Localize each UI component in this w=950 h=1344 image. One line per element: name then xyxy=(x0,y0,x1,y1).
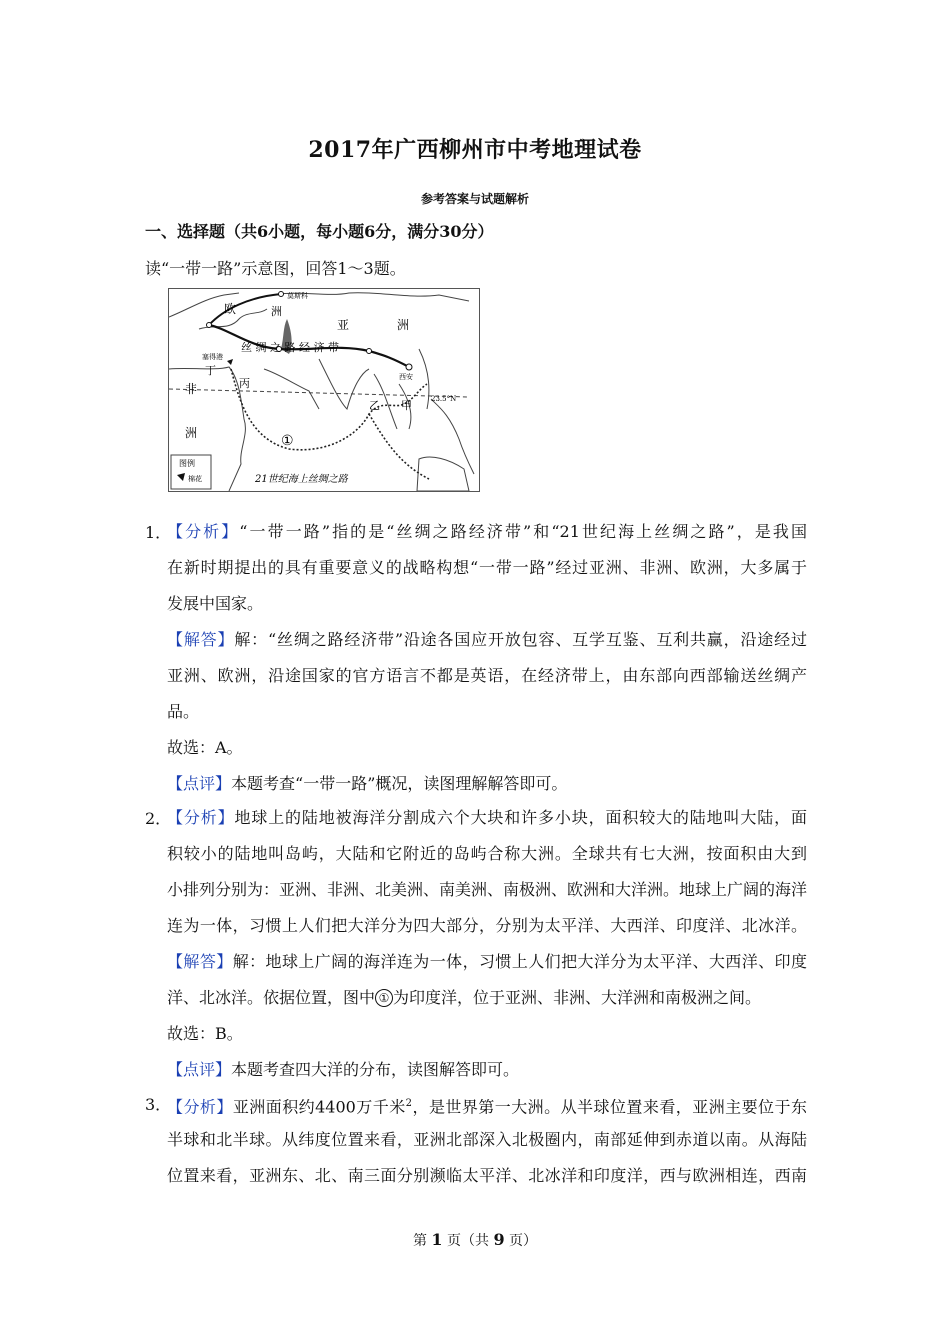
maritime-branch xyxy=(369,414,429,479)
q1-text: 解：“丝绸之路经济带”沿途各国应开放包容、互学互鉴、互利共赢，沿途经过 xyxy=(234,630,807,649)
q2-analysis-line: 小排列分别为：亚洲、非洲、北美洲、南美洲、南极洲、欧洲和大洋洲。地球上广阔的海洋 xyxy=(167,880,808,899)
q1-analysis-line xyxy=(167,514,807,550)
map-label-port: 塞得港 xyxy=(202,353,223,361)
answer-tag: 【解答】 xyxy=(167,952,233,971)
belt-road-map xyxy=(168,288,480,492)
q2-analysis-line: 积较小的陆地叫岛屿，大陆和它附近的岛屿合称大洲。全球共有七大洲，按面积由大到 xyxy=(167,844,807,863)
section-heading: 一、选择题（共6小题，每小题6分，满分30分） xyxy=(145,222,494,241)
q2-text: 地球上的陆地被海洋分割成六个大块和许多小块，面积较大的陆地叫大陆，面 xyxy=(234,808,807,827)
map-label-jia: 甲 xyxy=(401,399,412,412)
footer-text: 页（共 xyxy=(447,1233,489,1249)
map-svg xyxy=(169,289,479,491)
answer-tag: 【解答】 xyxy=(167,630,235,649)
analysis-tag: 【分析】 xyxy=(167,1097,233,1117)
xian-dot xyxy=(406,364,412,370)
tropic-line xyxy=(169,389,469,397)
comment-tag: 【点评】 xyxy=(167,774,232,793)
map-label-asia: 洲 xyxy=(397,318,410,332)
map-label-maritime: 21世纪海上丝绸之路 xyxy=(255,474,348,485)
map-label-africa: 洲 xyxy=(185,426,198,440)
q1-comment xyxy=(167,766,807,802)
analysis-tag: 【分析】 xyxy=(167,808,235,827)
ocean-mark: ① xyxy=(375,989,393,1007)
q3-block xyxy=(167,1086,807,1194)
comment-tag: 【点评】 xyxy=(167,1060,232,1079)
map-label-ding: 丁 xyxy=(205,364,216,377)
q3-text: ，是世界第一大洲。从半球位置来看，亚洲主要位于东 xyxy=(412,1097,807,1117)
page-total: 9 xyxy=(493,1230,505,1249)
q1-analysis-line: 发展中国家。 xyxy=(167,594,264,613)
page-footer xyxy=(0,1230,950,1250)
question-number: 3． xyxy=(145,1095,172,1114)
map-label-africa: 非 xyxy=(185,382,198,396)
belt-stop-dot xyxy=(207,323,212,328)
q1-text: 本题考查“一带一路”概况，读图理解解答即可。 xyxy=(231,774,568,793)
q2-text: 解：地球上广阔的海洋连为一体，习惯上人们把大洋分为太平洋、大西洋、印度 xyxy=(232,952,807,971)
map-label-moscow: 莫斯科 xyxy=(287,292,308,300)
europe-coast xyxy=(169,293,267,329)
q3-analysis-line: 半球和北半球。从纬度位置来看，亚洲北部深入北极圈内，南部延伸到赤道以南。从海陆 xyxy=(167,1130,807,1149)
q3-analysis-line xyxy=(167,1086,807,1122)
q2-choice: 故选：B。 xyxy=(167,1024,243,1043)
map-label-asia: 亚 xyxy=(337,318,350,332)
map-label-ocean: ① xyxy=(281,433,294,449)
footer-text: 页） xyxy=(509,1233,538,1249)
q2-text: 洋、北冰洋。依据位置，图中 xyxy=(167,988,376,1007)
question-number: 1． xyxy=(145,523,172,542)
q1-answer-line: 亚洲、欧洲，沿途国家的官方语言不都是英语，在经济带上，由东部向西部输送丝绸产 xyxy=(167,666,807,685)
map-label-xian: 西安 xyxy=(399,373,413,381)
map-label-europe: 洲 xyxy=(271,305,282,318)
map-label-europe: 欧 xyxy=(224,302,237,316)
map-label-latitude: 23.5°N xyxy=(431,395,457,403)
map-label-silk-road: 丝 绸 之 路 经 济 带 xyxy=(241,341,339,354)
page-title: 2017年广西柳州市中考地理试卷 xyxy=(308,137,642,163)
map-label-yi: 乙 xyxy=(369,399,380,412)
maritime-route xyxy=(231,369,427,450)
belt-stop-dot xyxy=(367,349,372,354)
question-number: 2． xyxy=(145,809,172,828)
question-intro: 读“一带一路”示意图，回答1～3题。 xyxy=(145,259,406,278)
q3-text: 亚洲面积约4400万千米 xyxy=(232,1097,406,1117)
q1-answer-line: 品。 xyxy=(167,702,200,721)
q1-choice: 故选：A。 xyxy=(167,738,243,757)
legend-item: 棉花 xyxy=(188,475,202,483)
q1-text: “一带一路”指的是“丝绸之路经济带”和“21世纪海上丝绸之路”，是我国 xyxy=(239,522,807,541)
cotton-icon xyxy=(227,359,233,365)
q2-block xyxy=(167,800,807,1088)
superscript: 2 xyxy=(405,1098,413,1109)
asia-south-coast xyxy=(264,359,369,409)
q2-text: 本题考查四大洋的分布，读图解答即可。 xyxy=(231,1060,520,1079)
page-subtitle: 参考答案与试题解析 xyxy=(420,192,529,206)
map-label-bing: 丙 xyxy=(239,377,250,390)
footer-text: 第 xyxy=(412,1233,427,1249)
legend-title: 图例 xyxy=(179,459,195,468)
q1-block xyxy=(167,514,807,802)
moscow-dot xyxy=(279,292,284,297)
q2-text: 为印度洋，位于亚洲、非洲、大洋洲和南极洲之间。 xyxy=(393,988,762,1007)
q2-analysis-line: 连为一体，习惯上人们把大洋分为四大部分，分别为太平洋、大西洋、印度洋、北冰洋。 xyxy=(167,916,807,935)
q3-analysis-line: 位置来看，亚洲东、北、南三面分别濒临太平洋、北冰洋和印度洋，西与欧洲相连，西南 xyxy=(167,1166,807,1185)
analysis-tag: 【分析】 xyxy=(167,522,240,541)
australia-coast xyxy=(417,457,469,491)
q2-comment xyxy=(167,1052,807,1088)
page-number: 1 xyxy=(431,1230,443,1249)
q1-answer-line xyxy=(167,622,807,658)
q2-answer-line xyxy=(167,980,807,1016)
q1-analysis-line: 在新时期提出的具有重要意义的战略构想“一带一路”经过亚洲、非洲、欧洲，大多属于 xyxy=(167,558,807,577)
q2-analysis-line xyxy=(167,800,807,836)
q2-answer-line xyxy=(167,944,807,980)
